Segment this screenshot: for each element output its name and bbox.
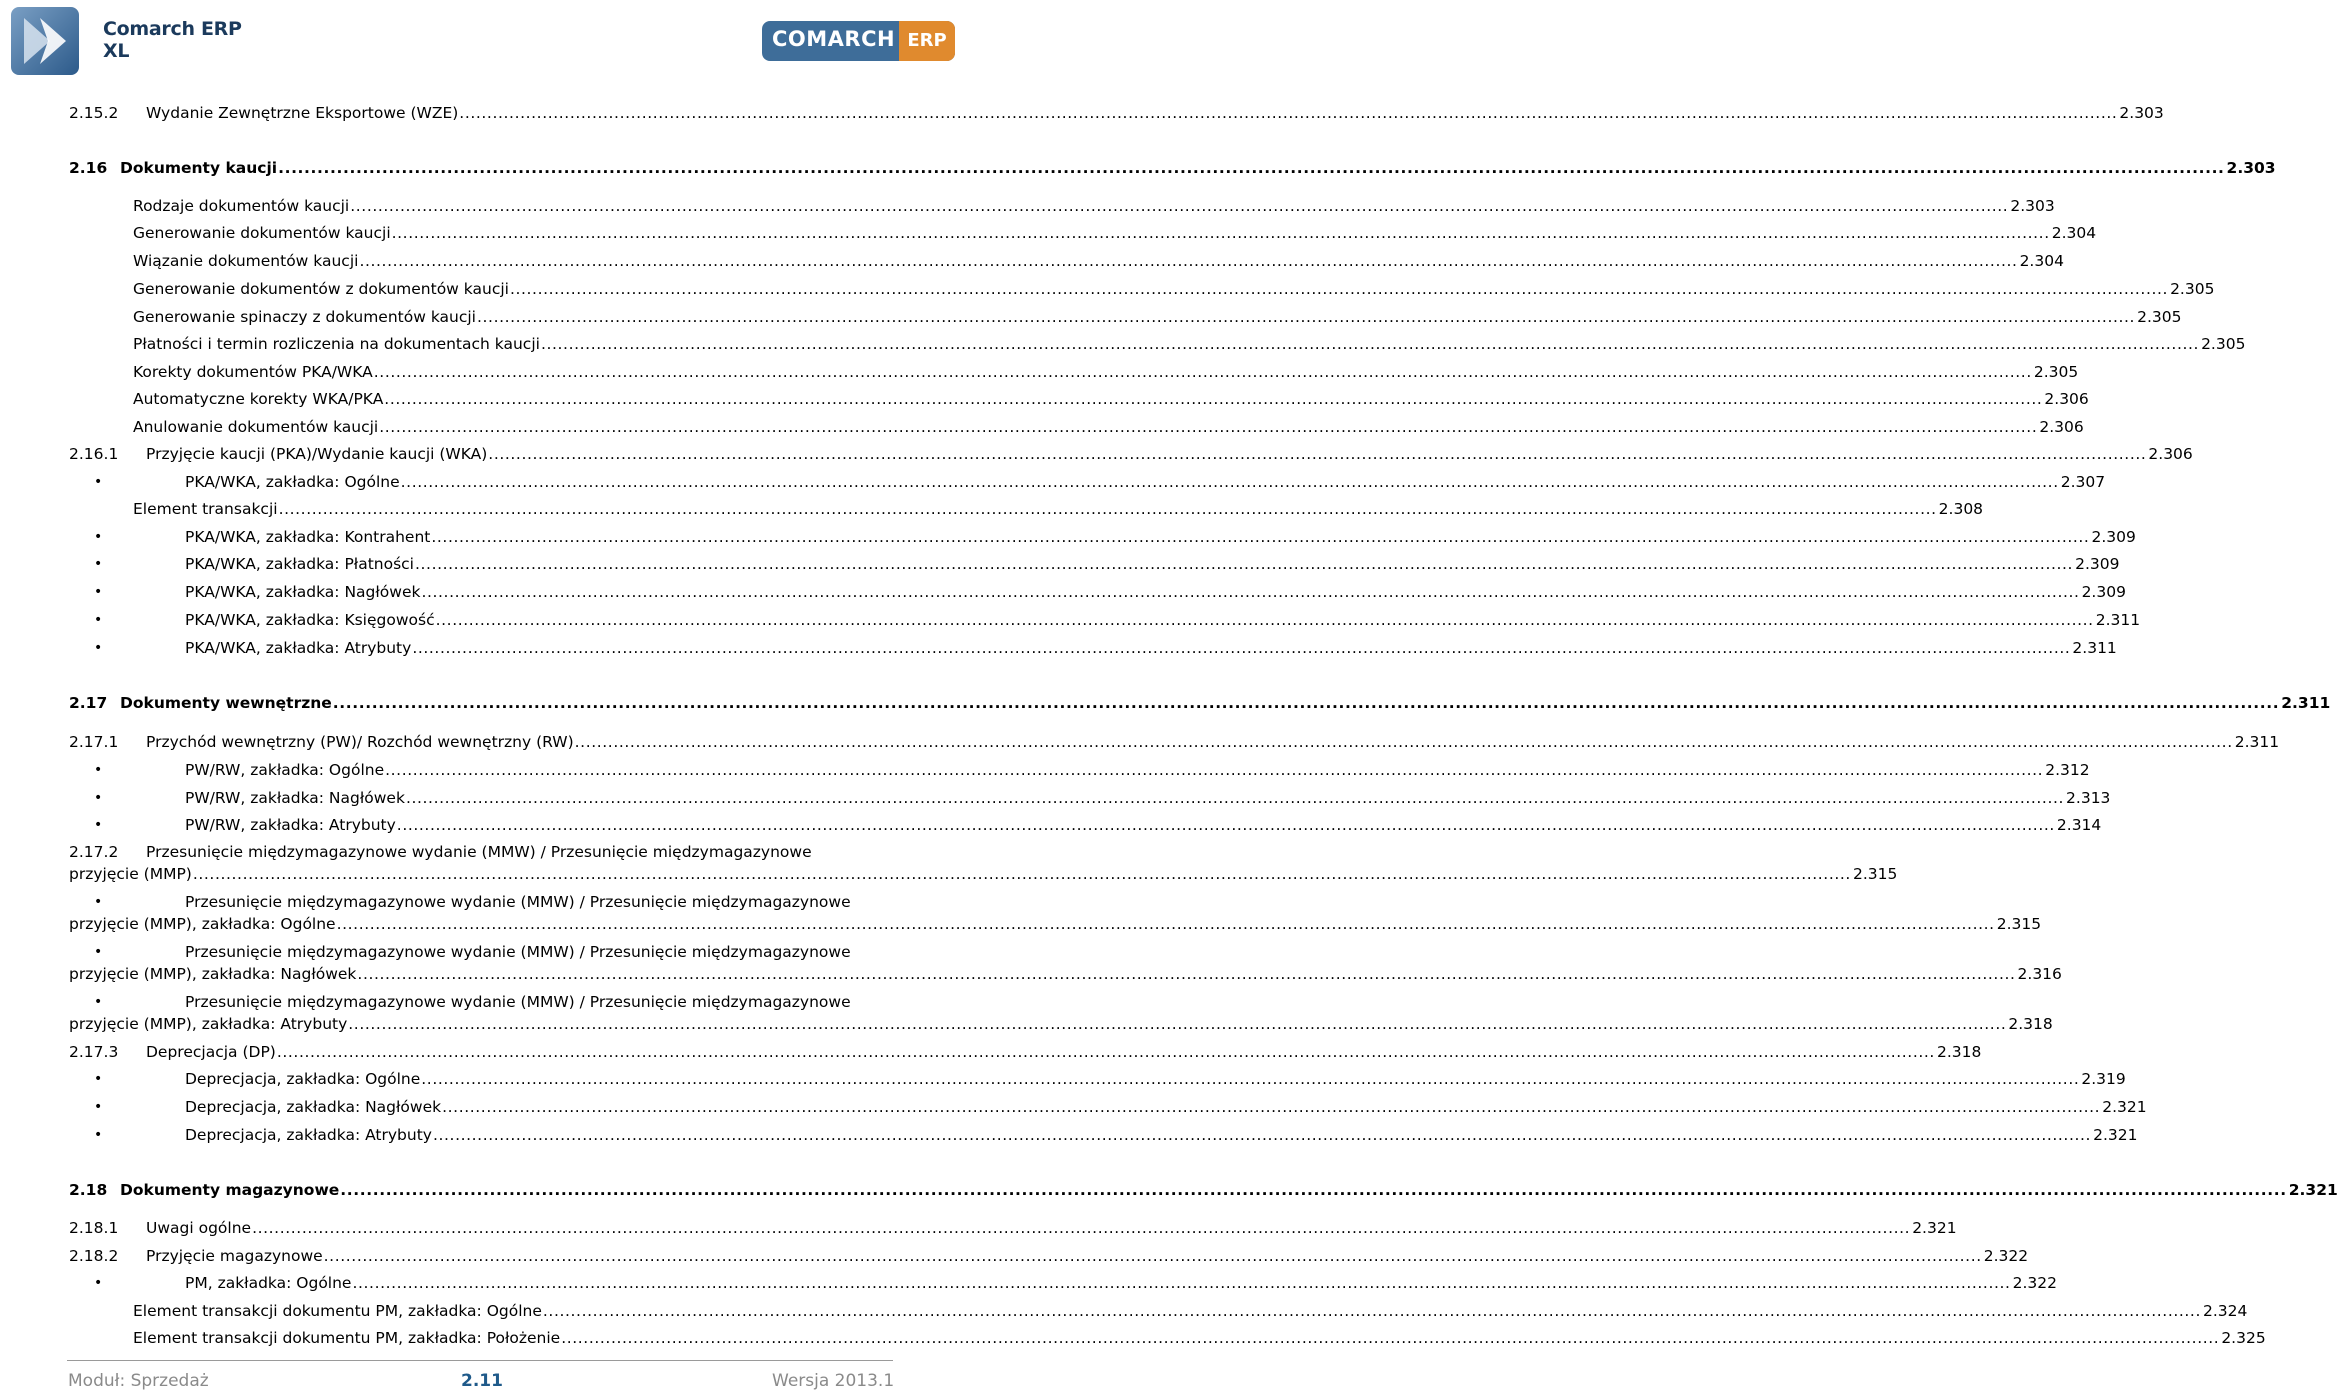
bullet-icon: • [94, 1071, 103, 1087]
toc-entry-first-line [0, 991, 960, 1013]
toc-entry-title: Deprecjacja, zakładka: Ogólne [185, 1070, 421, 1088]
dot-leader: ............................................................................................................................................................................................................................................................................................................ [412, 639, 2071, 657]
toc-entry[interactable] [0, 361, 2079, 383]
toc-section-heading[interactable] [0, 1179, 2338, 1201]
toc-entry-title: przyjęcie (MMP), zakładka: Atrybuty [69, 1015, 348, 1033]
dot-leader: ............................................................................................................................................................................................................................................................................................................ [192, 865, 1851, 883]
toc-page-number: 2.306 [2148, 445, 2193, 463]
toc-entry[interactable] [0, 1096, 2147, 1118]
dot-leader: ............................................................................................................................................................................................................................................................................................................ [357, 965, 2016, 983]
toc-entry[interactable] [0, 863, 1898, 885]
toc-entry-text-line1: Przesunięcie międzymagazynowe wydanie (MMW) / Przesunięcie międzymagazynowe [146, 843, 812, 861]
toc-page-number: 2.311 [2234, 733, 2280, 751]
dot-leader: ............................................................................................................................................................................................................................................................................................................ [385, 761, 2044, 779]
toc-page-number: 2.306 [2039, 418, 2084, 436]
toc-entry-number: 2.17.2 [69, 843, 119, 861]
toc-entry[interactable] [0, 1217, 1957, 1239]
dot-leader: ............................................................................................................................................................................................................................................................................................................ [396, 816, 2055, 834]
bullet-icon: • [94, 1099, 103, 1115]
toc-entry[interactable] [0, 416, 2084, 438]
dot-leader: ............................................................................................................................................................................................................................................................................................................ [340, 1181, 2287, 1199]
dot-leader: ............................................................................................................................................................................................................................................................................................................ [278, 500, 1937, 518]
toc-page-number: 2.304 [2019, 252, 2064, 270]
bullet-icon: • [94, 612, 103, 628]
dot-leader: ............................................................................................................................................................................................................................................................................................................ [561, 1329, 2220, 1347]
toc-entry-title: PKA/WKA, zakładka: Kontrahent [185, 528, 431, 546]
toc-page-number: 2.322 [2012, 1274, 2057, 1292]
bullet-icon: • [94, 584, 103, 600]
toc-entry-title: Przychód wewnętrzny (PW)/ Rozchód wewnętrzny (RW) [146, 733, 574, 751]
toc-page-number: 2.305 [2201, 335, 2246, 353]
toc-entry-text-line1: Przesunięcie międzymagazynowe wydanie (MMW) / Przesunięcie międzymagazynowe [185, 943, 851, 961]
toc-entry[interactable] [0, 388, 2089, 410]
bullet-icon: • [94, 529, 103, 545]
toc-entry-title: PKA/WKA, zakładka: Atrybuty [185, 639, 412, 657]
toc-entry-title: PM, zakładka: Ogólne [185, 1274, 352, 1292]
badge-erp-text: ERP [899, 21, 955, 61]
toc-page-number: 2.315 [1852, 865, 1898, 883]
toc-entry[interactable] [0, 333, 2246, 355]
dot-leader: ............................................................................................................................................................................................................................................................................................................ [379, 418, 2038, 436]
dot-leader: ............................................................................................................................................................................................................................................................................................................ [332, 694, 2280, 712]
toc-entry[interactable] [0, 787, 2111, 809]
toc-entry-title: Deprecjacja, zakładka: Nagłówek [185, 1098, 442, 1116]
toc-entry[interactable] [0, 731, 2280, 753]
toc-entry[interactable] [0, 1245, 2029, 1267]
toc-page-number: 2.303 [2226, 159, 2276, 177]
bullet-icon: • [94, 817, 103, 833]
toc-entry[interactable] [0, 222, 2097, 244]
toc-entry-title: PKA/WKA, zakładka: Nagłówek [185, 583, 421, 601]
toc-page-number: 2.311 [2281, 694, 2331, 712]
toc-entry[interactable] [0, 306, 2182, 328]
dot-leader: ............................................................................................................................................................................................................................................................................................................ [400, 473, 2059, 491]
dot-leader: ............................................................................................................................................................................................................................................................................................................ [350, 197, 2009, 215]
toc-entry-title: Element transakcji dokumentu PM, zakładka: Ogólne [133, 1302, 542, 1320]
toc-entry-title: Automatyczne korekty WKA/PKA [133, 390, 384, 408]
dot-leader: ............................................................................................................................................................................................................................................................................................................ [278, 159, 2225, 177]
toc-page-number: 2.304 [2051, 224, 2097, 242]
dot-leader: ............................................................................................................................................................................................................................................................................................................ [488, 445, 2147, 463]
toc-entry[interactable] [0, 913, 2042, 935]
dot-leader: ............................................................................................................................................................................................................................................................................................................ [542, 1302, 2201, 1320]
toc-entry-number: 2.17.3 [69, 1043, 119, 1061]
toc-entry-title: PW/RW, zakładka: Nagłówek [185, 789, 405, 807]
toc-entry-text-line1: Przesunięcie międzymagazynowe wydanie (MMW) / Przesunięcie międzymagazynowe [185, 893, 851, 911]
toc-entry-title: Dokumenty kaucji [120, 159, 278, 177]
toc-entry-number: 2.16.1 [69, 445, 119, 463]
toc-page-number: 2.306 [2044, 390, 2089, 408]
bullet-icon: • [94, 762, 103, 778]
toc-page-number: 2.313 [2066, 789, 2111, 807]
dot-leader: ............................................................................................................................................................................................................................................................................................................ [252, 1219, 1911, 1237]
toc-page-number: 2.321 [2093, 1126, 2138, 1144]
toc-entry-title: Korekty dokumentów PKA/WKA [133, 363, 373, 381]
dot-leader: ............................................................................................................................................................................................................................................................................................................ [384, 390, 2043, 408]
toc-entry-title: przyjęcie (MMP), zakładka: Nagłówek [69, 965, 357, 983]
toc-page-number: 2.315 [1996, 915, 2042, 933]
toc-section-heading[interactable] [0, 157, 2276, 179]
dot-leader: ............................................................................................................................................................................................................................................................................................................ [442, 1098, 2101, 1116]
toc-page-number: 2.321 [1912, 1219, 1957, 1237]
page-header [0, 0, 960, 80]
toc-entry-title: przyjęcie (MMP) [69, 865, 192, 883]
toc-page-number: 2.321 [2102, 1098, 2147, 1116]
toc-entry[interactable] [0, 278, 2215, 300]
dot-leader: ............................................................................................................................................................................................................................................................................................................ [405, 789, 2065, 807]
toc-entry[interactable] [0, 814, 2102, 836]
toc-entry-title: PW/RW, zakładka: Atrybuty [185, 816, 396, 834]
dot-leader: ............................................................................................................................................................................................................................................................................................................ [509, 280, 2169, 298]
brand-name [103, 18, 242, 62]
toc-entry-number: 2.17.1 [69, 733, 119, 751]
toc-page-number: 2.314 [2056, 816, 2102, 834]
toc-entry-title: PKA/WKA, zakładka: Księgowość [185, 611, 435, 629]
toc-page-number: 2.309 [2091, 528, 2136, 546]
toc-page-number: 2.305 [2033, 363, 2079, 381]
toc-page-number: 2.308 [1938, 500, 1984, 518]
comarch-erp-badge [762, 21, 955, 61]
toc-page-number: 2.324 [2203, 1302, 2248, 1320]
toc-section-heading[interactable] [0, 692, 2331, 714]
bullet-icon: • [94, 640, 103, 656]
toc-entry-number: 2.15.2 [69, 104, 119, 122]
toc-entry-number: 2.16 [69, 159, 108, 177]
toc-entry-title: Wiązanie dokumentów kaucji [133, 252, 359, 270]
toc-page-number: 2.321 [2288, 1181, 2338, 1199]
toc-entry-title: Przyjęcie kaucji (PKA)/Wydanie kaucji (WKA) [146, 445, 488, 463]
toc-entry[interactable] [0, 1068, 2126, 1090]
bullet-icon: • [94, 994, 103, 1010]
dot-leader: ............................................................................................................................................................................................................................................................................................................ [373, 363, 2032, 381]
toc-entry-title: Dokumenty wewnętrzne [120, 694, 332, 712]
bullet-icon: • [94, 790, 103, 806]
toc-page-number: 2.312 [2045, 761, 2090, 779]
toc-entry[interactable] [0, 1272, 2057, 1294]
toc-entry[interactable] [0, 1300, 2248, 1322]
dot-leader: ............................................................................................................................................................................................................................................................................................................ [359, 252, 2018, 270]
dot-leader: ............................................................................................................................................................................................................................................................................................................ [421, 583, 2080, 601]
toc-entry-title: PW/RW, zakładka: Ogólne [185, 761, 385, 779]
toc-entry[interactable] [0, 581, 2126, 603]
dot-leader: ............................................................................................................................................................................................................................................................................................................ [540, 335, 2200, 353]
toc-entry-title: Płatności i termin rozliczenia na dokumentach kaucji [133, 335, 540, 353]
toc-entry-first-line [0, 891, 960, 913]
toc-entry-title: PKA/WKA, zakładka: Ogólne [185, 473, 400, 491]
dot-leader: ............................................................................................................................................................................................................................................................................................................ [435, 611, 2094, 629]
footer-module: Moduł: Sprzedaż [68, 1371, 209, 1391]
toc-entry[interactable] [0, 963, 2062, 985]
dot-leader: ............................................................................................................................................................................................................................................................................................................ [276, 1043, 1935, 1061]
toc-page-number: 2.311 [2072, 639, 2117, 657]
badge-comarch-text: COMARCH [772, 27, 896, 51]
comarch-erp-logo-icon [10, 6, 80, 76]
toc-entry-title: PKA/WKA, zakładka: Płatności [185, 555, 414, 573]
footer-version: Wersja 2013.1 [772, 1371, 895, 1391]
toc-page-number: 2.322 [1983, 1247, 2029, 1265]
bullet-icon: • [94, 944, 103, 960]
brand-line1: Comarch ERP [103, 18, 242, 40]
toc-entry[interactable] [0, 759, 2090, 781]
toc-entry-title: przyjęcie (MMP), zakładka: Ogólne [69, 915, 336, 933]
toc-page-number: 2.316 [2017, 965, 2062, 983]
toc-entry-title: Element transakcji dokumentu PM, zakładka: Położenie [133, 1329, 561, 1347]
dot-leader: ............................................................................................................................................................................................................................................................................................................ [421, 1070, 2080, 1088]
toc-entry[interactable] [0, 609, 2141, 631]
dot-leader: ............................................................................................................................................................................................................................................................................................................ [459, 104, 2118, 122]
toc-entry-title: Dokumenty magazynowe [120, 1181, 340, 1199]
toc-entry-first-line [0, 841, 960, 863]
toc-entry[interactable] [0, 553, 2120, 575]
toc-entry[interactable] [0, 471, 2106, 493]
dot-leader: ............................................................................................................................................................................................................................................................................................................ [432, 1126, 2092, 1144]
toc-page-number: 2.325 [2221, 1329, 2266, 1347]
bullet-icon: • [94, 556, 103, 572]
toc-entry[interactable] [0, 443, 2193, 465]
dot-leader: ............................................................................................................................................................................................................................................................................................................ [574, 733, 2233, 751]
toc-entry[interactable] [0, 250, 2064, 272]
toc-page-number: 2.303 [2119, 104, 2164, 122]
toc-page-number: 2.305 [2170, 280, 2215, 298]
toc-entry-number: 2.18.1 [69, 1219, 119, 1237]
toc-page-number: 2.309 [2075, 555, 2120, 573]
footer-page-number: 2.11 [461, 1371, 503, 1391]
toc-entry-title: Wydanie Zewnętrzne Eksportowe (WZE) [146, 104, 459, 122]
toc-entry-title: Przyjęcie magazynowe [146, 1247, 323, 1265]
dot-leader: ............................................................................................................................................................................................................................................................................................................ [336, 915, 1995, 933]
dot-leader: ............................................................................................................................................................................................................................................................................................................ [352, 1274, 2011, 1292]
toc-entry-title: Uwagi ogólne [146, 1219, 252, 1237]
toc-entry-title: Rodzaje dokumentów kaucji [133, 197, 350, 215]
toc-entry[interactable] [0, 1327, 2266, 1349]
dot-leader: ............................................................................................................................................................................................................................................................................................................ [323, 1247, 1982, 1265]
toc-entry-title: Generowanie dokumentów kaucji [133, 224, 391, 242]
toc-page-number: 2.303 [2010, 197, 2055, 215]
toc-entry[interactable] [0, 526, 2136, 548]
toc-entry[interactable] [0, 102, 2164, 124]
toc-page-number: 2.311 [2095, 611, 2141, 629]
dot-leader: ............................................................................................................................................................................................................................................................................................................ [414, 555, 2074, 573]
bullet-icon: • [94, 474, 103, 490]
toc-page-number: 2.318 [2008, 1015, 2053, 1033]
dot-leader: ............................................................................................................................................................................................................................................................................................................ [476, 308, 2136, 326]
bullet-icon: • [94, 1275, 103, 1291]
toc-entry-number: 2.17 [69, 694, 108, 712]
bullet-icon: • [94, 894, 103, 910]
toc-page-number: 2.319 [2081, 1070, 2126, 1088]
bullet-icon: • [94, 1127, 103, 1143]
toc-entry-text-line1: Przesunięcie międzymagazynowe wydanie (MMW) / Przesunięcie międzymagazynowe [185, 993, 851, 1011]
toc-page-number: 2.309 [2081, 583, 2126, 601]
toc-entry-number: 2.18 [69, 1181, 108, 1199]
toc-entry-first-line [0, 941, 960, 963]
toc-entry-title: Deprecjacja (DP) [146, 1043, 276, 1061]
toc-entry-title: Anulowanie dokumentów kaucji [133, 418, 379, 436]
toc-entry[interactable] [0, 498, 1984, 520]
toc-entry[interactable] [0, 1013, 2053, 1035]
toc-entry-title: Deprecjacja, zakładka: Atrybuty [185, 1126, 432, 1144]
toc-page-number: 2.318 [1936, 1043, 1982, 1061]
toc-entry-title: Generowanie dokumentów z dokumentów kaucji [133, 280, 509, 298]
toc-entry-title: Element transakcji [133, 500, 278, 518]
toc-entry[interactable] [0, 195, 2055, 217]
dot-leader: ............................................................................................................................................................................................................................................................................................................ [391, 224, 2050, 242]
brand-line2: XL [103, 40, 130, 62]
dot-leader: ............................................................................................................................................................................................................................................................................................................ [431, 528, 2090, 546]
toc-entry[interactable] [0, 1041, 1982, 1063]
toc-entry[interactable] [0, 637, 2117, 659]
footer-divider [67, 1360, 893, 1361]
toc-entry-number: 2.18.2 [69, 1247, 119, 1265]
toc-entry[interactable] [0, 1124, 2138, 1146]
toc-page-number: 2.307 [2060, 473, 2106, 491]
toc-entry-title: Generowanie spinaczy z dokumentów kaucji [133, 308, 476, 326]
dot-leader: ............................................................................................................................................................................................................................................................................................................ [348, 1015, 2007, 1033]
toc-page-number: 2.305 [2137, 308, 2182, 326]
